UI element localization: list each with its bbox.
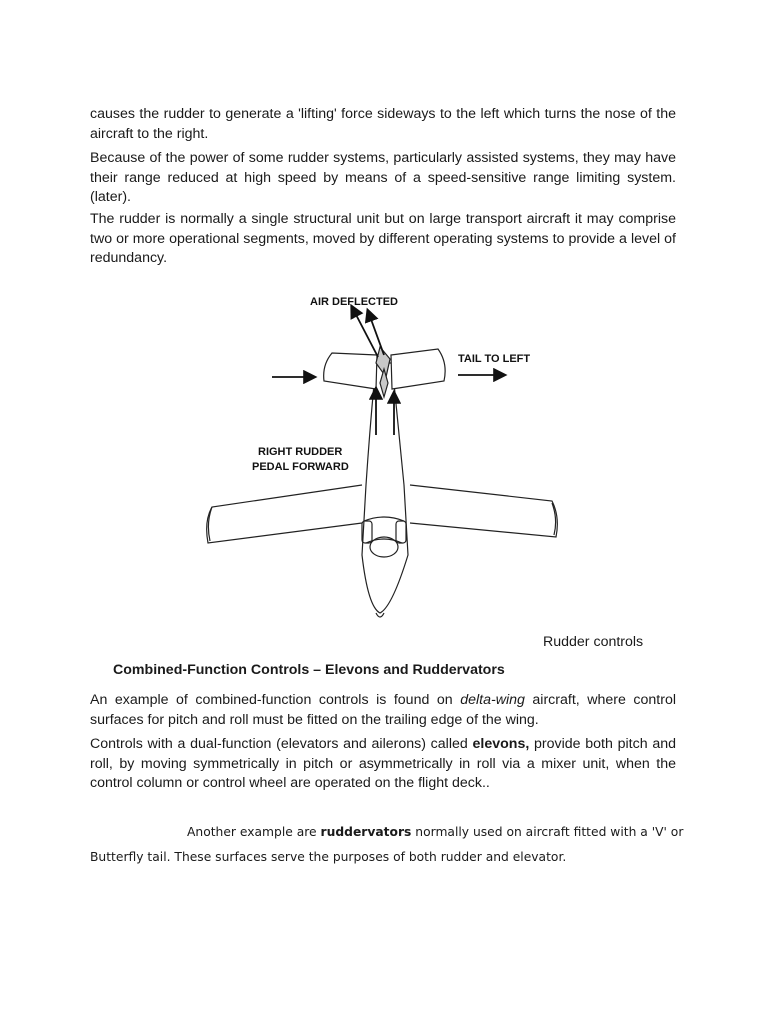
- paragraph-rudder-lift: causes the rudder to generate a 'lifting' force sideways to the left which turns the nose of the aircraft to the right.: [90, 106, 676, 142]
- elevons-term: elevons,: [472, 736, 530, 752]
- fuselage: [362, 363, 408, 613]
- delta-wing-term: delta-wing: [460, 692, 525, 708]
- horizontal-tail: [324, 353, 377, 389]
- figure-caption: Rudder controls: [543, 634, 644, 650]
- paragraph-delta-wing: An example of combined-function controls is found on delta-wing aircraft, where control surfaces for pitch and roll must be fitted on the trailing edge of the wing.: [90, 692, 676, 728]
- label-air-deflected: AIR DEFLECTED: [310, 296, 398, 308]
- paragraph-elevons: Controls with a dual-function (elevators and ailerons) called elevons, provide both pitch and roll, by moving symmetrically in pitch or asymmetrically in roll via a mixer unit, when the control column or control wheel are operated on the flight deck..: [90, 736, 676, 791]
- paragraph-rudder-segments: The rudder is normally a single structural unit but on large transport aircraft it may comprise two or more operational segments, moved by different operating systems to provide a level of redundancy.: [90, 211, 676, 266]
- label-tail-to-left: TAIL TO LEFT: [458, 353, 531, 365]
- label-pedal-forward: PEDAL FORWARD: [252, 461, 349, 473]
- rudder-diagram: [190, 285, 590, 625]
- ruddervators-term: ruddervators: [320, 825, 412, 839]
- section-heading: Combined-Function Controls – Elevons and Ruddervators: [113, 662, 505, 678]
- right-wing: [410, 485, 557, 537]
- label-right-rudder: RIGHT RUDDER: [258, 446, 343, 458]
- paragraph-range-limiting: Because of the power of some rudder systems, particularly assisted systems, they may have their range reduced at high speed by means of a speed-sensitive range limiting system.(later).: [90, 150, 676, 205]
- paragraph-ruddervators: Another example are ruddervators normally used on aircraft fitted with a 'V' or Butterfly tail. These surfaces serve the purposes of both rudder and elevator.: [90, 825, 684, 864]
- left-wing: [207, 485, 362, 543]
